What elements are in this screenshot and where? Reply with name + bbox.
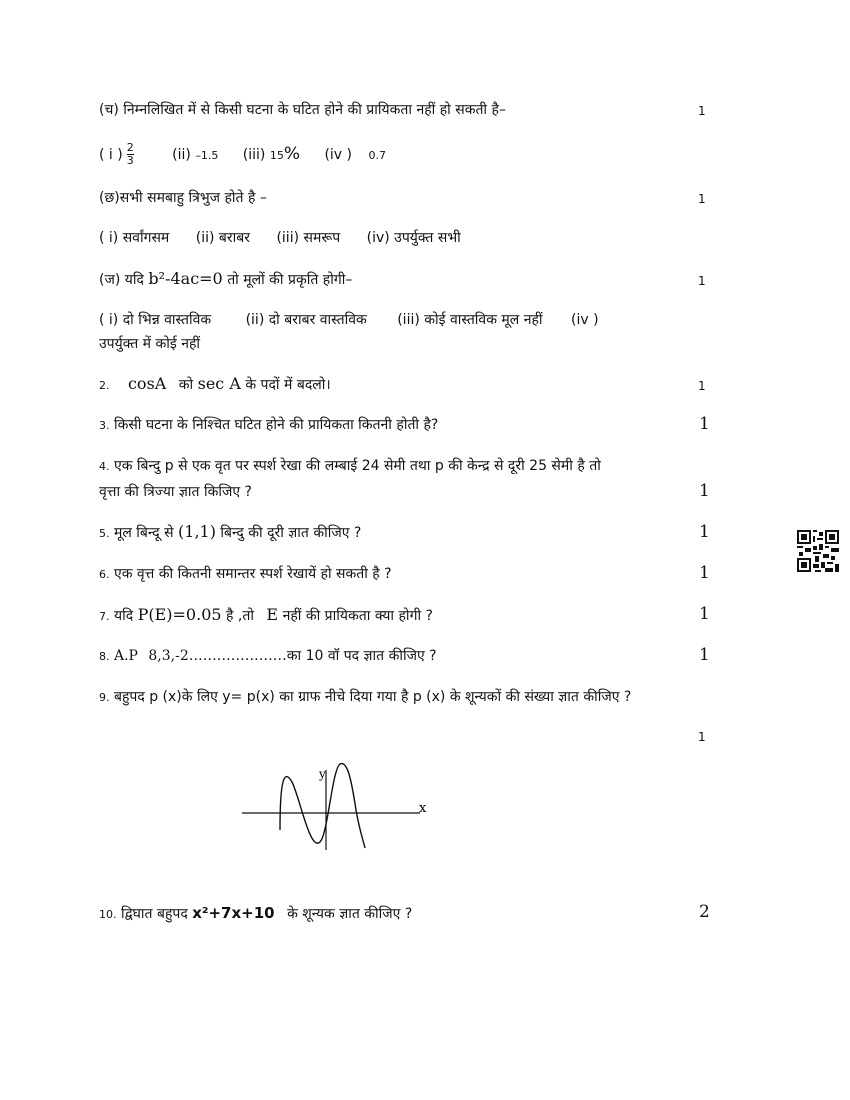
option-4: (iv ) 0.7 [324,146,386,163]
option-3: (iii) 15% [242,143,300,164]
question-2: 2. cosA को sec A के पदों में बदलो। [99,374,331,393]
question-ch [99,100,506,120]
marks: 1 [698,104,706,118]
option-2: (ii) दो बराबर वास्तविक [245,312,367,328]
question-4: 4. एक बिन्दु p से एक वृत पर स्पर्श रेखा की लम्बाई 24 सेमी तथा p की केन्द्र से दूरी 25 सेमी है तो [99,458,601,474]
option-1: ( i) सर्वांगसम [99,230,170,246]
question-10: 10. द्विघात बहुपद x²+7x+10 के शून्यक ज्ञात कीजिए ? [99,904,413,922]
question-6: 6. एक वृत्त की कितनी समान्तर स्पर्श रेखायें हो सकती है ? [99,566,392,582]
options-ch [99,142,386,167]
x-axis-label: x [419,801,427,816]
option-4-continued: उपर्युक्त में कोई नहीं [99,336,201,352]
option-2: (ii) –1.5 [172,146,219,163]
marks: 1 [699,563,710,583]
marks: 1 [699,414,710,434]
polynomial-graph [240,760,440,852]
question-9: 9. बहुपद p (x)के लिए y= p(x) का ग्राफ नीचे दिया गया है p (x) के शून्यकों की संख्या ज्ञात कीजिए ? [99,689,632,705]
marks: 2 [699,902,710,922]
marks: 1 [699,645,710,665]
fraction: $\frac{2}{3}$ [126,141,134,167]
question-7: 7. यदि P(E)=0.05 है ,तो E नहीं की प्रायिकता क्या होगी ? [99,605,433,624]
question-chh [99,188,267,208]
marks: 1 [699,481,710,501]
option-1: ( i ) $\frac{2}{3}$ [99,141,134,167]
question-4-continued: वृत्ता की त्रिज्या ज्ञात किजिए ? [99,484,252,500]
question-text: (छ)सभी समबाहु त्रिभुज होते है – [99,190,267,206]
y-axis-label: y [319,767,326,781]
option-3: (iii) कोई वास्तविक मूल नहीं [397,312,543,328]
marks: 1 [698,379,706,393]
question-3: 3. किसी घटना के निश्चित घटित होने की प्रायिकता कितनी होती है? [99,417,439,433]
marks: 1 [698,274,706,288]
marks: 1 [698,192,706,206]
question-8: 8. A.P 8,3,-2…………………का 10 वॉ पद ज्ञात कीजिए ? [99,648,437,664]
marks: 1 [699,604,710,624]
expression: b²-4ac=0 [148,269,223,288]
option-4: (iv ) [571,312,599,328]
options-ja [99,310,599,330]
marks: 1 [698,730,706,744]
option-3: (iii) समरूप [276,230,341,246]
option-2: (ii) बराबर [195,230,250,246]
question-5: 5. मूल बिन्दू से (1,1) बिन्दु की दूरी ज्ञात कीजिए ? [99,522,362,541]
marks: 1 [699,522,710,542]
option-1: ( i) दो भिन्न वास्तविक [99,312,212,328]
qr-code-icon [797,530,839,572]
options-chh [99,228,461,248]
question-text: (च) निम्नलिखित में से किसी घटना के घटित होने की प्रायिकता नहीं हो सकती है– [99,102,506,118]
question-ja: (ज) यदि b²-4ac=0 तो मूलों की प्रकृति होगी– [99,269,353,288]
option-4: (iv) उपर्युक्त सभी [366,230,461,246]
